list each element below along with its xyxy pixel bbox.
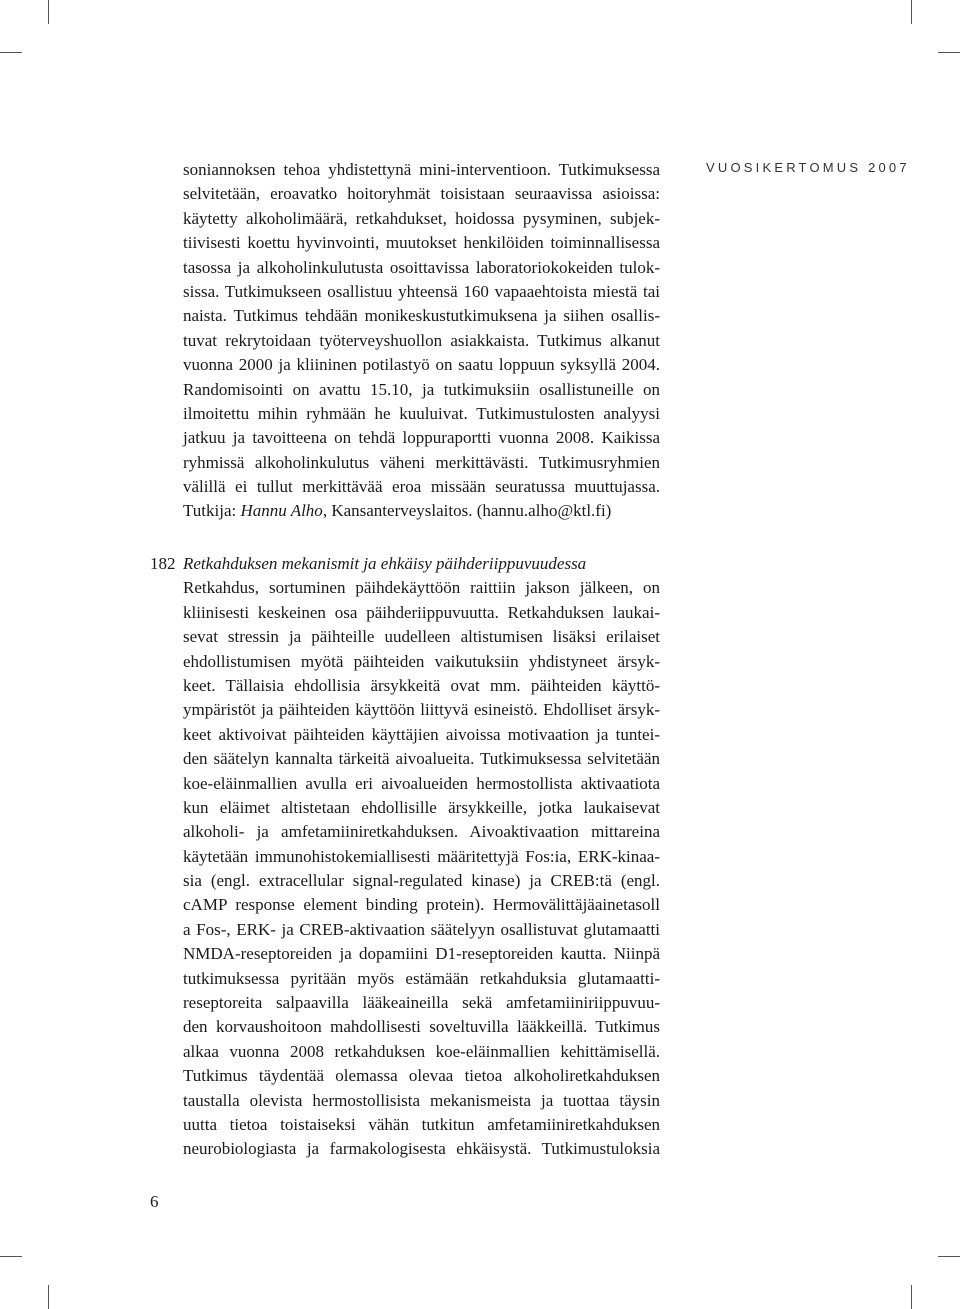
text-line: NMDA-reseptoreiden ja dopamiini D1-reseptoreiden kautta. Niinpä (183, 944, 660, 964)
text-line: keet. Tällaisia ehdollisia ärsykkeitä ovat mm. päihteiden käyttö- (183, 675, 660, 695)
project-number: 182 (150, 554, 176, 573)
text-line: cAMP response element binding protein). Hermovälittäjäainetasoll (183, 895, 660, 915)
previous-section-text (183, 158, 660, 524)
text-line: sevat stressin ja päihteille uudelleen altistumisen lisäksi erilaiset (183, 627, 660, 647)
text-line: neurobiologiasta ja farmakologisesta ehkäisystä. Tutkimustuloksia (183, 1139, 660, 1159)
text-line: ilmoitettu mihin ryhmään he kuuluivat. Tutkimustulosten analyysi (183, 403, 660, 423)
text-line: jatkuu ja tavoitteena on tehdä loppuraportti vuonna 2008. Kaikissa (183, 428, 660, 448)
text-line: kliinisesti keskeinen osa päihderiippuvuutta. Retkahduksen laukai- (183, 602, 660, 622)
text-line: ympäristöt ja päihteiden käyttöön liittyvä esineistö. Ehdolliset ärsyk- (183, 700, 660, 720)
text-line: soniannoksen tehoa yhdistettynä mini-interventioon. Tutkimuksessa (183, 160, 660, 179)
text-line: Tutkimus täydentää olemassa olevaa tietoa alkoholiretkahduksen (183, 1066, 660, 1086)
text-line: reseptoreita salpaavilla lääkeaineilla sekä amfetamiiniriippuvuu- (183, 993, 660, 1013)
text-line: tiivisesti koettu hyvinvointi, muutokset henkilöiden toiminnallisessa (183, 233, 660, 253)
project-182-text (183, 552, 660, 1162)
crop-mark (911, 0, 912, 24)
text-line: taustalla olevista hermostollisista mekanismeista ja tuottaa täysin (183, 1090, 660, 1110)
text-line: välillä ei tullut merkittävää eroa missään seuratussa muuttujassa. (183, 477, 660, 497)
text-line: alkoholi- ja amfetamiiniretkahduksen. Aivoaktivaation mittareina (183, 822, 660, 842)
text-line: vuonna 2000 ja kliininen potilastyö on saatu loppuun syksyllä 2004. (183, 355, 660, 375)
text-line: selvitetään, eroavatko hoitoryhmät toisistaan seuraavissa asioissa: (183, 184, 660, 204)
text-line: a Fos-, ERK- ja CREB-aktivaation säätelyyn osallistuvat glutamaatti (183, 919, 660, 939)
text-line: koe-eläinmallien avulla eri aivoalueiden hermostollista aktivaatiota (183, 773, 660, 793)
text-line: sia (engl. extracellular signal-regulated kinase) ja CREB:tä (engl. (183, 871, 660, 891)
text-line: den säätelyn kannalta tärkeitä aivoalueita. Tutkimuksessa selvitetään (183, 749, 660, 769)
text-line: naista. Tutkimus tehdään monikeskustutkimuksena ja siihen osallis- (183, 306, 660, 326)
text-line: keet aktivoivat päihteiden käyttäjien aivoissa motivaation ja tuntei- (183, 724, 660, 744)
crop-mark (48, 0, 49, 24)
crop-mark (938, 1256, 960, 1257)
page-number: 6 (150, 1192, 159, 1211)
crop-mark (911, 1285, 912, 1309)
text-line: tutkimuksessa pyritään myös estämään retkahduksia glutamaatti- (183, 968, 660, 988)
crop-mark (938, 52, 960, 53)
project-title: Retkahduksen mekanismit ja ehkäisy päihderiippuvuudessa (183, 554, 587, 573)
text-line: alkaa vuonna 2008 retkahduksen koe-eläinmallien kehittämisellä. (183, 1041, 660, 1061)
crop-mark (0, 1256, 22, 1257)
text-line: den korvaushoitoon mahdollisesti soveltuvilla lääkkeillä. Tutkimus (183, 1017, 660, 1037)
researcher-prefix: Tutkija: (183, 501, 241, 521)
researcher-line (183, 499, 660, 523)
text-line: kun eläimet altistetaan ehdollisille ärsykkeille, jotka laukaisevat (183, 797, 660, 817)
running-header: VUOSIKERTOMUS 2007 (706, 160, 910, 175)
text-line: ehdollistumisen myötä päihteiden vaikutuksiin yhdistyneet ärsyk- (183, 651, 660, 671)
text-line: tuvat rekrytoidaan työterveyshuollon asiakkaista. Tutkimus alkanut (183, 330, 660, 350)
text-line: ryhmissä alkoholinkulutus väheni merkittävästi. Tutkimusryhmien (183, 452, 660, 472)
text-line: sissa. Tutkimukseen osallistuu yhteensä 160 vapaaehtoista miestä tai (183, 281, 660, 301)
text-line: uutta tietoa toistaiseksi vähän tutkitun amfetamiiniretkahduksen (183, 1114, 660, 1134)
text-line: tasossa ja alkoholinkulutusta osoittavissa laboratoriokokeiden tulok- (183, 257, 660, 277)
researcher-name: Hannu Alho (240, 501, 323, 521)
text-line: käytetään immunohistokemiallisesti määritettyjä Fos:ia, ERK-kinaa- (183, 846, 660, 866)
crop-mark (48, 1285, 49, 1309)
text-line: Retkahdus, sortuminen päihdekäyttöön raittiin jakson jälkeen, on (183, 578, 660, 598)
researcher-affiliation: , Kansanterveyslaitos. (hannu.alho@ktl.fi) (322, 501, 612, 521)
crop-mark (0, 52, 22, 53)
text-line: käytetty alkoholimäärä, retkahdukset, hoidossa pysyminen, subjek- (183, 208, 660, 228)
text-line: Randomisointi on avattu 15.10, ja tutkimuksiin osallistuneille on (183, 379, 660, 399)
